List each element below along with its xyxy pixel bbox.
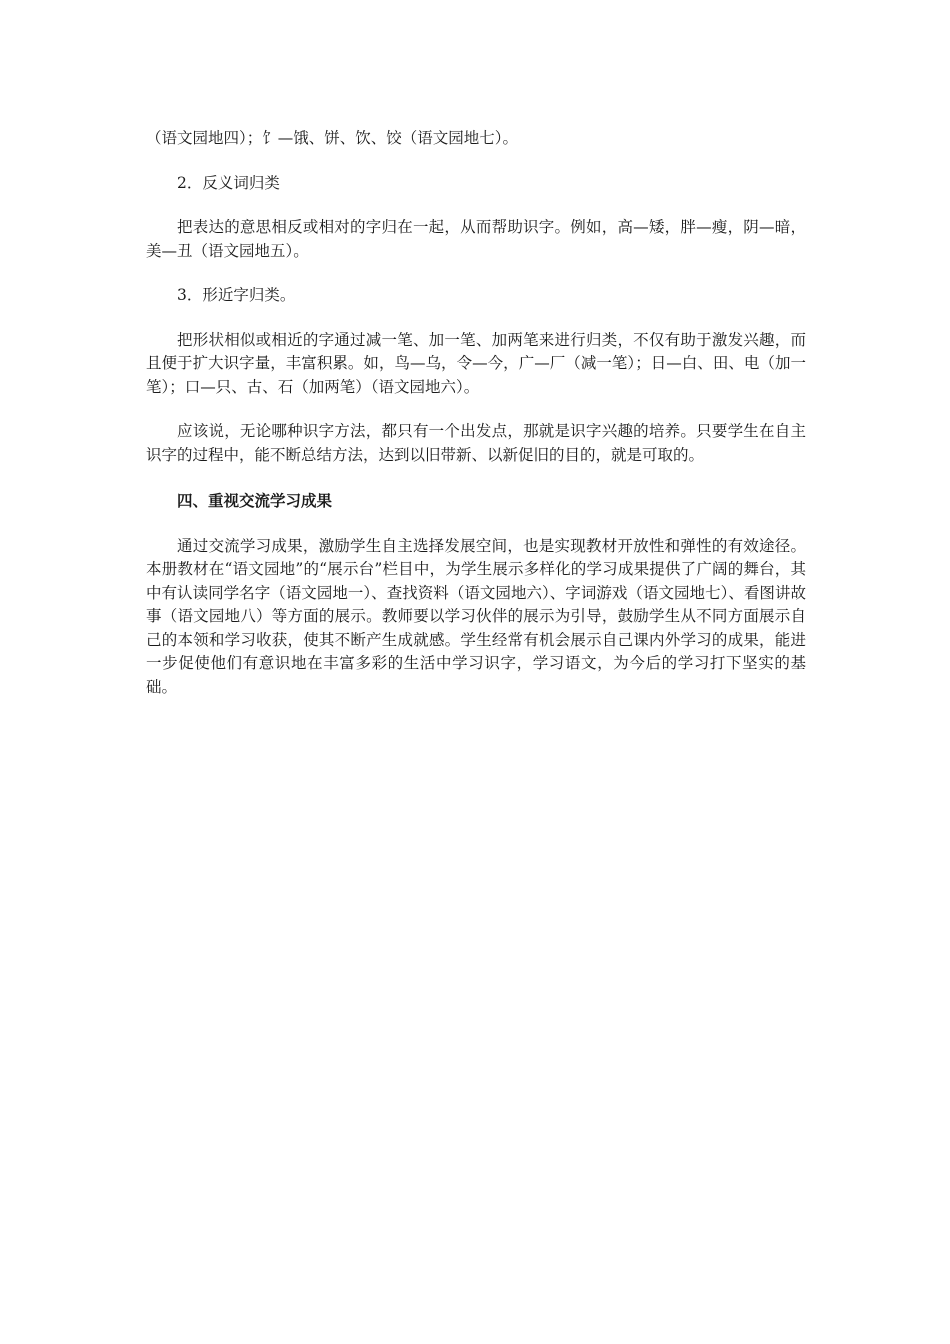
section-heading-four: 四、重视交流学习成果 (177, 491, 333, 510)
paragraph-similar-shape: 把形状相似或相近的字通过减一笔、加一笔、加两笔来进行归类，不仅有助于激发兴趣，而且便于扩大识字量，丰富积累。如，鸟—乌，令—今，广—厂（减一笔）；日—白、田、电（加一笔）；口—只、古、石（加两笔）（语文园地六）。 (146, 330, 806, 396)
subheading-similar-shape-grouping: 3．形近字归类。 (177, 286, 296, 304)
document-page (146, 127, 806, 699)
paragraph-exchange-results: 通过交流学习成果，激励学生自主选择发展空间，也是实现教材开放性和弹性的有效途径。本册教材在“语文园地”的“展示台”栏目中，为学生展示多样化的学习成果提供了广阔的舞台，其中有认读同学名字（语文园地一）、查找资料（语文园地六）、字词游戏（语文园地七）、看图讲故事（语文园地八）等方面的展示。教师要以学习伙伴的展示为引导，鼓励学生从不同方面展示自己的本领和学习收获，使其不断产生成就感。学生经常有机会展示自己课内外学习的成果，能进一步促使他们有意识地在丰富多彩的生活中学习识字，学习语文，为今后的学习打下坚实的基础。 (146, 536, 806, 696)
subheading-antonym-grouping: 2．反义词归类 (177, 173, 280, 192)
paragraph-antonym: 把表达的意思相反或相对的字归在一起，从而帮助识字。例如，高—矮，胖—瘦，阴—暗，美—丑（语文园地五）。 (146, 218, 806, 260)
paragraph-summary: 应该说，无论哪种识字方法，都只有一个出发点，那就是识字兴趣的培养。只要学生在自主识字的过程中，能不断总结方法，达到以旧带新、以新促旧的目的，就是可取的。 (146, 422, 806, 464)
paragraph-continuation: （语文园地四）；饣—饿、饼、饮、饺（语文园地七）。 (146, 129, 519, 147)
